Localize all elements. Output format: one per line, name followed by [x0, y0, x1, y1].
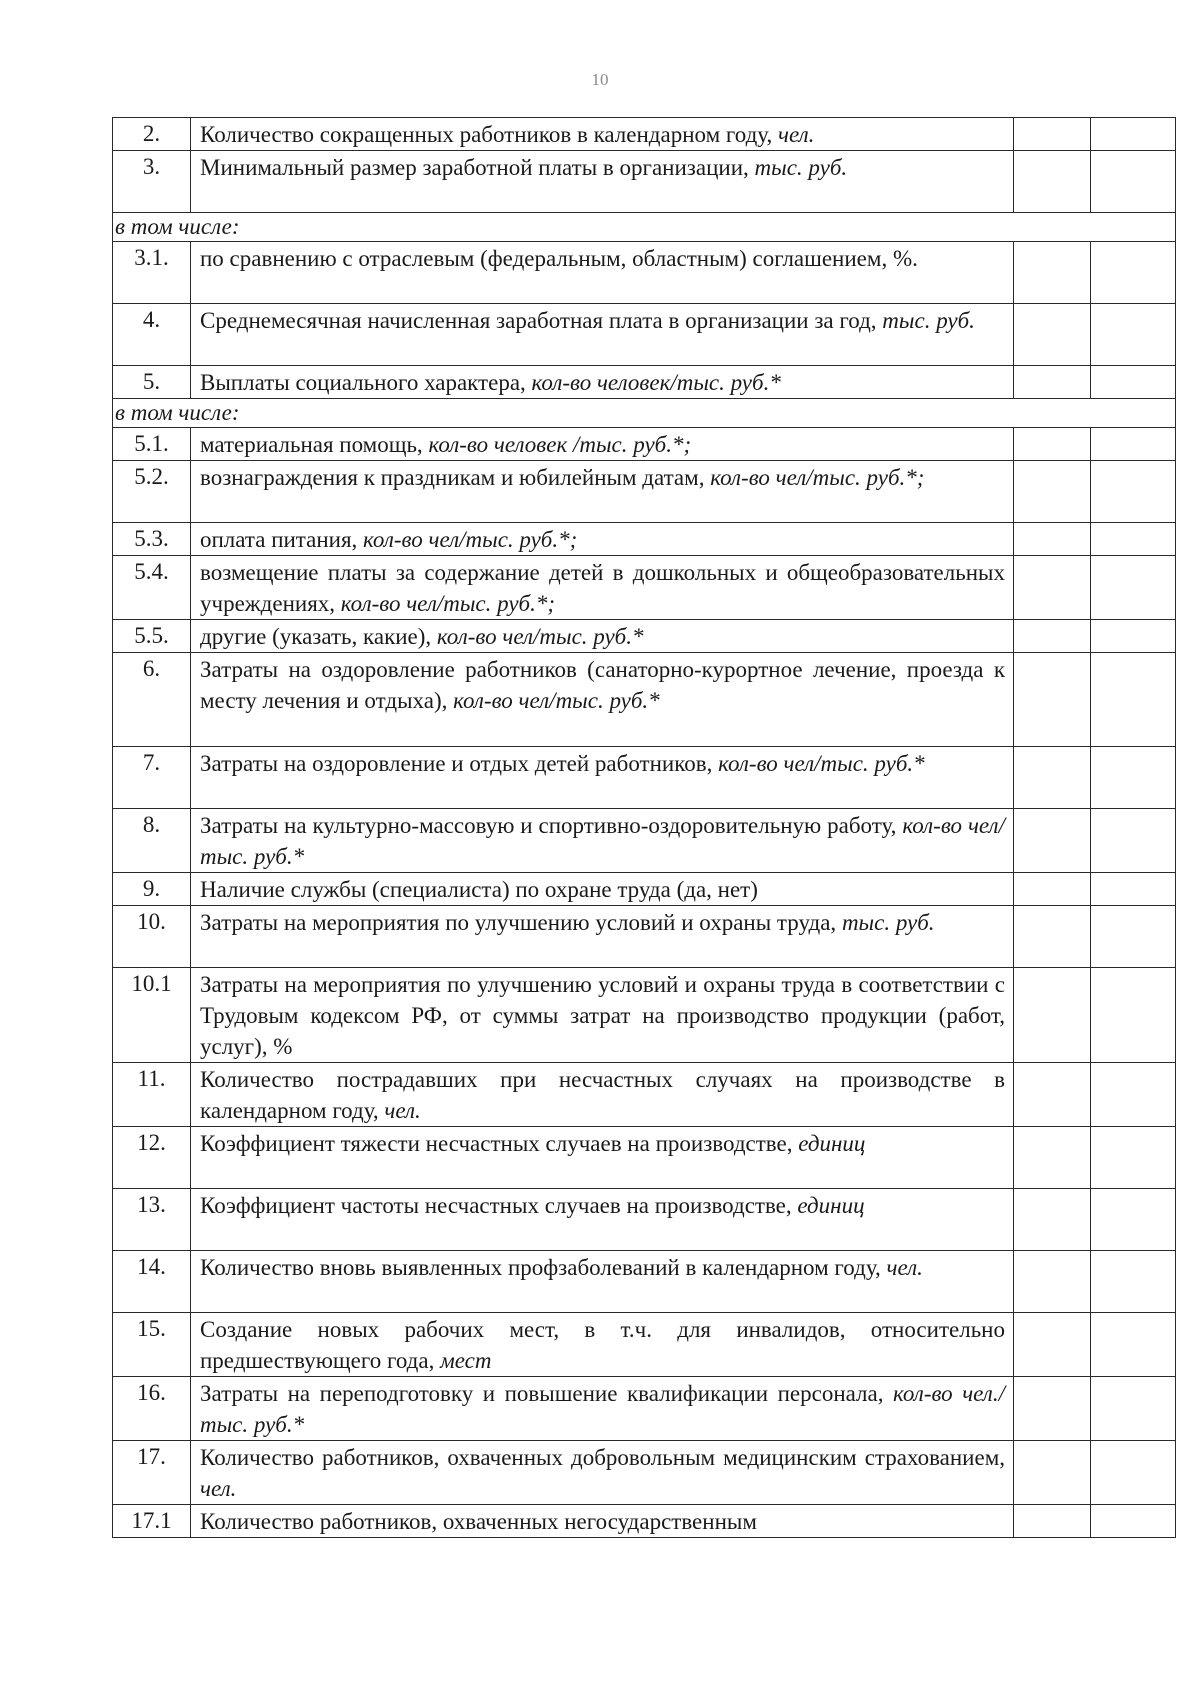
value-cell-1: [1014, 1441, 1091, 1505]
table-row: [113, 906, 1176, 968]
value-cell-1: [1014, 873, 1091, 906]
indicator-text: Количество вновь выявленных профзаболеваний в календарном году,: [200, 1255, 887, 1280]
row-number-cell: 3.: [113, 151, 191, 213]
row-number-cell: 2.: [113, 118, 191, 151]
row-number-cell: 10.: [113, 906, 191, 968]
value-cell-1: [1014, 1377, 1091, 1441]
row-number-cell: 16.: [113, 1377, 191, 1441]
value-cell-1: [1014, 968, 1091, 1063]
indicator-unit: единиц: [798, 1131, 866, 1156]
table-row: [113, 1441, 1176, 1505]
indicator-unit: единиц: [797, 1193, 865, 1218]
value-cell-2: [1091, 366, 1176, 399]
value-cell-1: [1014, 1251, 1091, 1313]
subheading-row: [113, 213, 1176, 242]
value-cell-2: [1091, 1313, 1176, 1377]
value-cell-1: [1014, 620, 1091, 653]
indicator-unit: кол-во чел/тыс. руб.*: [436, 624, 644, 649]
indicator-unit: кол-во чел/тыс. руб.*;: [363, 527, 578, 552]
value-cell-1: [1014, 556, 1091, 620]
indicator-cell: [191, 304, 1014, 366]
value-cell-2: [1091, 747, 1176, 809]
table-row: [113, 366, 1176, 399]
value-cell-1: [1014, 1189, 1091, 1251]
value-cell-1: [1014, 747, 1091, 809]
indicator-cell: [191, 1313, 1014, 1377]
indicator-unit: чел.: [384, 1098, 421, 1123]
indicator-text: Минимальный размер заработной платы в организации,: [200, 155, 755, 180]
page-number: 10: [591, 70, 609, 89]
indicator-text: возмещение платы за содержание детей в дошкольных и общеобразовательных учреждениях,: [200, 560, 1005, 616]
value-cell-1: [1014, 653, 1091, 747]
table-row: [113, 242, 1176, 304]
value-cell-2: [1091, 1441, 1176, 1505]
table-row: [113, 1377, 1176, 1441]
indicator-cell: [191, 747, 1014, 809]
row-number-cell: 3.1.: [113, 242, 191, 304]
indicator-unit: чел.: [778, 122, 815, 147]
indicator-text: Выплаты социального характера,: [200, 370, 532, 395]
row-number-cell: 4.: [113, 304, 191, 366]
indicator-unit: кол-во чел/тыс. руб.*;: [710, 465, 925, 490]
indicator-unit: чел.: [886, 1255, 923, 1280]
value-cell-1: [1014, 118, 1091, 151]
indicator-cell: [191, 1251, 1014, 1313]
indicator-cell: [191, 620, 1014, 653]
indicator-text: вознаграждения к праздникам и юбилейным датам,: [200, 465, 711, 490]
value-cell-2: [1091, 968, 1176, 1063]
indicator-cell: [191, 653, 1014, 747]
table-row: [113, 653, 1176, 747]
table-row: [113, 118, 1176, 151]
row-number-cell: 6.: [113, 653, 191, 747]
subheading-cell: в том числе:: [113, 213, 1176, 242]
value-cell-1: [1014, 304, 1091, 366]
value-cell-2: [1091, 523, 1176, 556]
table-row: [113, 556, 1176, 620]
row-number-cell: 5.3.: [113, 523, 191, 556]
indicator-cell: [191, 1505, 1014, 1538]
table-row: [113, 428, 1176, 461]
table-row: [113, 747, 1176, 809]
table-row: [113, 873, 1176, 906]
indicator-text: Затраты на мероприятия по улучшению условий и охраны труда в соответствии с Трудовым кодексом РФ, от суммы затрат на производство продукции (работ, услуг), %: [200, 972, 1005, 1059]
table-row: [113, 968, 1176, 1063]
row-number-cell: 7.: [113, 747, 191, 809]
value-cell-2: [1091, 304, 1176, 366]
row-number-cell: 14.: [113, 1251, 191, 1313]
indicator-cell: [191, 242, 1014, 304]
indicator-cell: [191, 1189, 1014, 1251]
table-row: [113, 1251, 1176, 1313]
indicator-cell: [191, 1441, 1014, 1505]
row-number-cell: 17.: [113, 1441, 191, 1505]
indicator-cell: [191, 556, 1014, 620]
indicator-unit: кол-во чел/тыс. руб.*: [453, 688, 660, 713]
indicator-cell: [191, 118, 1014, 151]
table-row: [113, 1063, 1176, 1127]
value-cell-2: [1091, 620, 1176, 653]
table-row: [113, 151, 1176, 213]
value-cell-2: [1091, 151, 1176, 213]
indicators-table-wrapper: [112, 117, 1166, 1538]
indicator-text: Коэффициент частоты несчастных случаев на производстве,: [200, 1193, 798, 1218]
indicator-text: Количество пострадавших при несчастных случаях на производстве в календарном году,: [200, 1067, 1005, 1123]
table-row: [113, 1127, 1176, 1189]
indicator-text: оплата питания,: [200, 527, 364, 552]
indicator-unit: тыс. руб.: [882, 308, 975, 333]
row-number-cell: 8.: [113, 809, 191, 873]
value-cell-1: [1014, 1505, 1091, 1538]
indicator-unit: кол-во чел/тыс. руб.*;: [340, 591, 556, 616]
value-cell-2: [1091, 242, 1176, 304]
indicator-unit: кол-во человек/тыс. руб.*: [531, 370, 781, 395]
indicator-text: Затраты на оздоровление и отдых детей работников,: [200, 751, 719, 776]
indicator-unit: мест: [440, 1348, 492, 1373]
indicator-unit: кол-во чел/тыс. руб.*: [200, 813, 1005, 869]
indicator-cell: [191, 1377, 1014, 1441]
value-cell-2: [1091, 118, 1176, 151]
indicators-table: [112, 117, 1176, 1538]
value-cell-1: [1014, 523, 1091, 556]
indicator-cell: [191, 906, 1014, 968]
indicator-cell: [191, 1063, 1014, 1127]
table-row: [113, 1189, 1176, 1251]
row-number-cell: 5.2.: [113, 461, 191, 523]
table-row: [113, 523, 1176, 556]
indicator-text: Коэффициент тяжести несчастных случаев на производстве,: [200, 1131, 799, 1156]
value-cell-2: [1091, 653, 1176, 747]
value-cell-1: [1014, 1313, 1091, 1377]
row-number-cell: 17.1: [113, 1505, 191, 1538]
row-number-cell: 5.4.: [113, 556, 191, 620]
value-cell-1: [1014, 461, 1091, 523]
indicator-cell: [191, 523, 1014, 556]
subheading-cell: в том числе:: [113, 399, 1176, 428]
row-number-cell: 11.: [113, 1063, 191, 1127]
value-cell-2: [1091, 428, 1176, 461]
indicator-cell: [191, 809, 1014, 873]
row-number-cell: 12.: [113, 1127, 191, 1189]
indicator-text: Количество сокращенных работников в календарном году,: [200, 122, 778, 147]
indicator-cell: [191, 1127, 1014, 1189]
table-row: [113, 304, 1176, 366]
indicator-text: другие (указать, какие),: [200, 624, 437, 649]
indicator-text: Затраты на переподготовку и повышение квалификации персонала,: [200, 1381, 893, 1406]
value-cell-1: [1014, 1127, 1091, 1189]
indicator-text: Затраты на культурно-массовую и спортивно-оздоровительную работу,: [200, 813, 903, 838]
row-number-cell: 5.5.: [113, 620, 191, 653]
row-number-cell: 13.: [113, 1189, 191, 1251]
value-cell-2: [1091, 1505, 1176, 1538]
row-number-cell: 15.: [113, 1313, 191, 1377]
indicator-text: Наличие службы (специалиста) по охране труда (да, нет): [200, 877, 758, 902]
value-cell-1: [1014, 809, 1091, 873]
value-cell-2: [1091, 556, 1176, 620]
value-cell-1: [1014, 428, 1091, 461]
value-cell-1: [1014, 906, 1091, 968]
value-cell-1: [1014, 151, 1091, 213]
subheading-row: [113, 399, 1176, 428]
indicator-text: Среднемесячная начисленная заработная плата в организации за год,: [200, 308, 883, 333]
value-cell-2: [1091, 1377, 1176, 1441]
table-row: [113, 620, 1176, 653]
value-cell-2: [1091, 906, 1176, 968]
indicator-unit: кол-во человек /тыс. руб.*;: [428, 432, 692, 457]
indicator-cell: [191, 873, 1014, 906]
indicator-text: Создание новых рабочих мест, в т.ч. для инвалидов, относительно предшествующего года,: [200, 1317, 1005, 1373]
value-cell-2: [1091, 1063, 1176, 1127]
value-cell-2: [1091, 461, 1176, 523]
indicator-text: по сравнению с отраслевым (федеральным, областным) соглашением, %.: [200, 246, 918, 271]
value-cell-2: [1091, 1127, 1176, 1189]
table-row: [113, 461, 1176, 523]
indicator-text: Затраты на оздоровление работников (санаторно-курортное лечение, проезда к месту лечения и отдыха),: [200, 657, 1005, 713]
indicator-unit: тыс. руб.: [754, 155, 848, 180]
indicator-text: Количество работников, охваченных добровольным медицинским страхованием,: [200, 1445, 1005, 1470]
value-cell-1: [1014, 1063, 1091, 1127]
indicator-cell: [191, 366, 1014, 399]
indicator-text: материальная помощь,: [200, 432, 429, 457]
indicator-cell: [191, 151, 1014, 213]
table-row: [113, 1505, 1176, 1538]
table-row: [113, 1313, 1176, 1377]
table-row: [113, 809, 1176, 873]
value-cell-1: [1014, 242, 1091, 304]
value-cell-2: [1091, 1251, 1176, 1313]
value-cell-2: [1091, 873, 1176, 906]
indicator-unit: кол-во чел/тыс. руб.*: [718, 751, 925, 776]
value-cell-2: [1091, 1189, 1176, 1251]
indicators-table-body: [113, 118, 1176, 1538]
value-cell-1: [1014, 366, 1091, 399]
row-number-cell: 9.: [113, 873, 191, 906]
indicator-unit: кол-во чел./тыс. руб.*: [200, 1381, 1005, 1437]
indicator-cell: [191, 428, 1014, 461]
indicator-cell: [191, 461, 1014, 523]
indicator-cell: [191, 968, 1014, 1063]
row-number-cell: 5.: [113, 366, 191, 399]
row-number-cell: 5.1.: [113, 428, 191, 461]
indicator-text: Затраты на мероприятия по улучшению условий и охраны труда,: [200, 910, 842, 935]
row-number-cell: 10.1: [113, 968, 191, 1063]
indicator-unit: тыс. руб.: [841, 910, 935, 935]
indicator-unit: чел.: [200, 1476, 237, 1501]
indicator-text: Количество работников, охваченных негосударственным: [200, 1509, 757, 1534]
value-cell-2: [1091, 809, 1176, 873]
